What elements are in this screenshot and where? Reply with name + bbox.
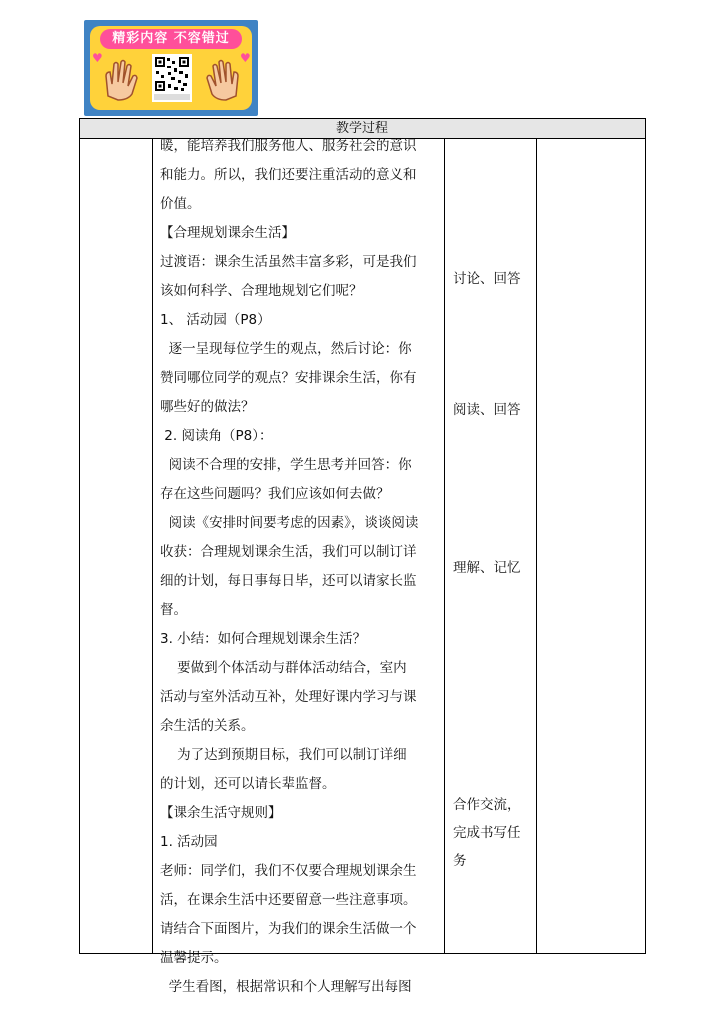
content-line: 督。: [160, 602, 187, 618]
column-divider-1: [152, 138, 153, 954]
banner-title: 精彩内容 不容错过: [100, 29, 242, 49]
content-line: 【课余生活守规则】: [160, 805, 282, 821]
content-line: 收获：合理规划课余生活，我们可以制订详: [160, 544, 417, 560]
heart-icon: ♥: [92, 51, 103, 65]
content-line: 价值。: [160, 196, 201, 212]
student-activity-2: 阅读、回答: [453, 402, 521, 418]
content-line: 过渡语：课余生活虽然丰富多彩，可是我们: [160, 254, 417, 270]
content-line: 【合理规划课余生活】: [160, 225, 295, 241]
table-border-right: [645, 118, 646, 954]
content-line: 逐一呈现每位学生的观点，然后讨论：你: [160, 341, 412, 357]
content-line: 哪些好的做法？: [160, 399, 255, 415]
teaching-content: [160, 132, 444, 1002]
content-line: 细的计划，每日事每日毕，还可以请家长监: [160, 573, 417, 589]
content-line: 要做到个体活动与群体活动结合，室内: [160, 660, 407, 676]
content-line: 活，在课余生活中还要留意一些注意事项。: [160, 892, 417, 908]
content-line: 温馨提示。: [160, 950, 228, 966]
table-border-left: [79, 118, 80, 954]
column-divider-3: [536, 138, 537, 954]
content-line: 活动与室外活动互补，处理好课内学习与课: [160, 689, 417, 705]
content-line: 为了达到预期目标，我们可以制订详细: [160, 747, 407, 763]
content-line: 2. 阅读角（P8）：: [160, 428, 273, 444]
content-line: 老师：同学们，我们不仅要合理规划课余生: [160, 863, 417, 879]
student-activity-5: 完成书写任: [453, 825, 521, 841]
student-activity-3: 理解、记忆: [453, 560, 521, 576]
heart-icon: ♥: [240, 51, 251, 65]
promo-banner[interactable]: [84, 20, 258, 116]
banner-panel: [90, 26, 252, 110]
content-line: 1、 活动园（P8）: [160, 312, 271, 328]
content-line: 请结合下面图片，为我们的课余生活做一个: [160, 921, 417, 937]
content-line: 赞同哪位同学的观点？安排课余生活，你有: [160, 370, 417, 386]
content-line: 1. 活动园: [160, 834, 218, 850]
content-line: 阅读《安排时间要考虑的因素》，谈谈阅读: [160, 515, 419, 531]
content-line: 3. 小结：如何合理规划课余生活？: [160, 631, 367, 647]
qr-code[interactable]: [152, 54, 192, 102]
clapping-hands-icon: [102, 56, 142, 102]
content-line: 暖，能培养我们服务他人、服务社会的意识: [160, 138, 417, 154]
table-header: 教学过程: [79, 119, 645, 138]
student-activity-4: 合作交流，: [453, 797, 521, 813]
column-divider-2: [444, 138, 445, 954]
content-line: 余生活的关系。: [160, 718, 255, 734]
student-activity-6: 务: [453, 853, 467, 869]
content-line: 的计划，还可以请长辈监督。: [160, 776, 336, 792]
content-line: 学生看图，根据常识和个人理解写出每图: [160, 979, 412, 995]
table-border-top: [79, 118, 646, 119]
content-line: 该如何科学、合理地规划它们呢？: [160, 283, 363, 299]
content-line: 存在这些问题吗？我们应该如何去做？: [160, 486, 390, 502]
clapping-hands-icon: [202, 56, 242, 102]
student-activity-1: 讨论、回答: [453, 271, 521, 287]
content-line: 阅读不合理的安排，学生思考并回答：你: [160, 457, 412, 473]
content-line: 和能力。所以，我们还要注重活动的意义和: [160, 167, 417, 183]
